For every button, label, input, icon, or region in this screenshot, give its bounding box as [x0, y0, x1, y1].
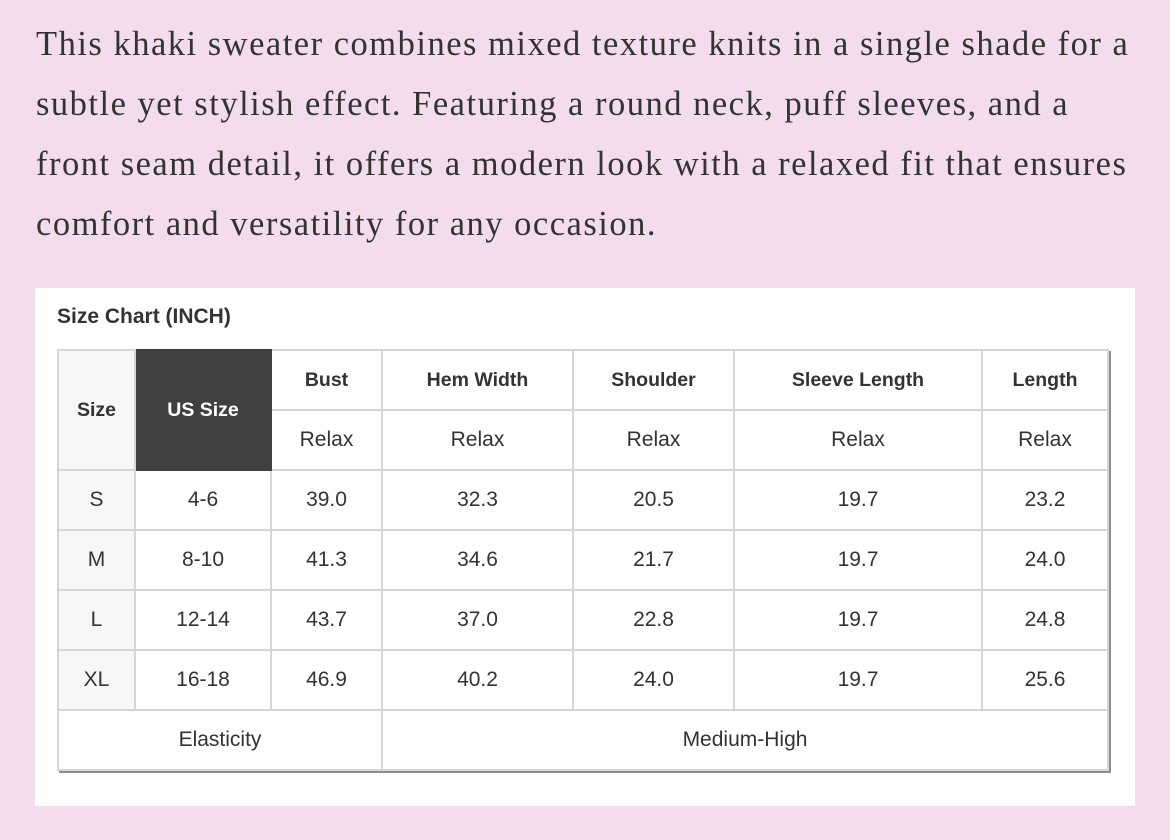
hem-width-cell: 40.2: [382, 650, 573, 710]
bust-fit: Relax: [271, 410, 382, 470]
sleeve-length-cell: 19.7: [734, 470, 982, 530]
header-row: [58, 350, 1108, 410]
bust-cell: 43.7: [271, 590, 382, 650]
shoulder-cell: 21.7: [573, 530, 734, 590]
size-chart-table: [57, 349, 1109, 771]
table-row: [58, 530, 1108, 590]
elasticity-row: [58, 710, 1108, 770]
length-cell: 25.6: [982, 650, 1108, 710]
size-chart-card: [35, 288, 1135, 806]
shoulder-header: Shoulder: [573, 350, 734, 410]
hem-width-cell: 34.6: [382, 530, 573, 590]
shoulder-cell: 22.8: [573, 590, 734, 650]
size-header: Size: [58, 350, 135, 470]
length-fit: Relax: [982, 410, 1108, 470]
table-row: [58, 590, 1108, 650]
us-size-cell: 16-18: [135, 650, 271, 710]
sleeve-length-fit: Relax: [734, 410, 982, 470]
sleeve-length-cell: 19.7: [734, 650, 982, 710]
hem-width-header: Hem Width: [382, 350, 573, 410]
size-cell: M: [58, 530, 135, 590]
shoulder-cell: 20.5: [573, 470, 734, 530]
bust-cell: 41.3: [271, 530, 382, 590]
bust-cell: 39.0: [271, 470, 382, 530]
length-cell: 24.8: [982, 590, 1108, 650]
hem-width-cell: 37.0: [382, 590, 573, 650]
length-cell: 24.0: [982, 530, 1108, 590]
elasticity-value: Medium-High: [382, 710, 1108, 770]
sleeve-length-cell: 19.7: [734, 530, 982, 590]
size-cell: XL: [58, 650, 135, 710]
us-size-cell: 8-10: [135, 530, 271, 590]
bust-cell: 46.9: [271, 650, 382, 710]
table-row: [58, 470, 1108, 530]
table-row: [58, 650, 1108, 710]
elasticity-label: Elasticity: [58, 710, 382, 770]
length-cell: 23.2: [982, 470, 1108, 530]
size-cell: L: [58, 590, 135, 650]
size-cell: S: [58, 470, 135, 530]
product-description: This khaki sweater combines mixed texture knits in a single shade for a subtle yet stylish effect. Featuring a round neck, puff sleeves, and a front seam detail, it offers a modern look with a relaxed fit that ensures comfort and versatility for any occasion.: [36, 25, 1130, 243]
bust-header: Bust: [271, 350, 382, 410]
size-chart-title: Size Chart (INCH): [57, 305, 231, 328]
shoulder-fit: Relax: [573, 410, 734, 470]
sleeve-length-cell: 19.7: [734, 590, 982, 650]
length-header: Length: [982, 350, 1108, 410]
shoulder-cell: 24.0: [573, 650, 734, 710]
sleeve-length-header: Sleeve Length: [734, 350, 982, 410]
us-size-cell: 12-14: [135, 590, 271, 650]
us-size-header: US Size: [135, 350, 271, 470]
us-size-cell: 4-6: [135, 470, 271, 530]
hem-width-cell: 32.3: [382, 470, 573, 530]
hem-width-fit: Relax: [382, 410, 573, 470]
